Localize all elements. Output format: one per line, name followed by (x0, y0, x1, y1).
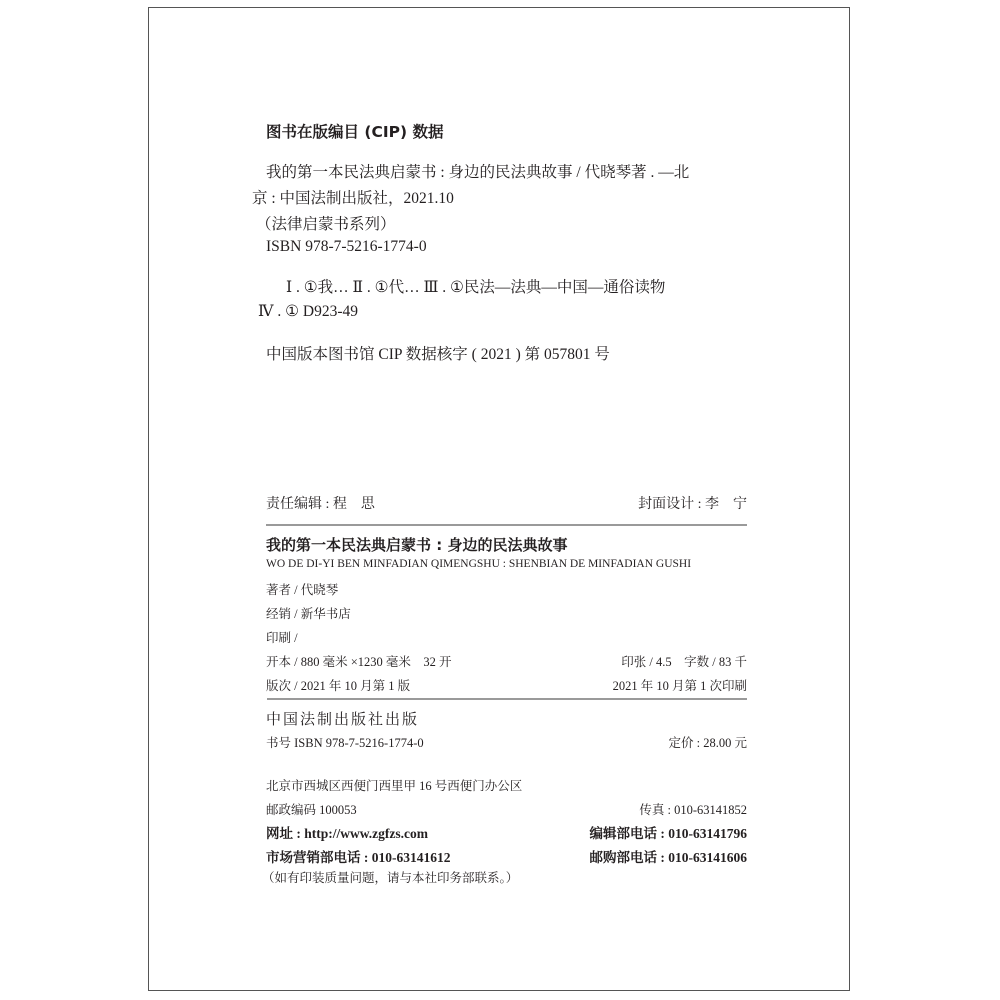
postal-code: 邮政编码 100053 (266, 803, 357, 817)
book-edition: 版次 / 2021 年 10 月第 1 版 (266, 679, 411, 693)
book-printer: 印刷 / (266, 631, 298, 645)
cip-isbn: ISBN 978-7-5216-1774-0 (266, 238, 427, 255)
cip-classification-line-2: Ⅳ . ① D923-49 (258, 303, 358, 320)
cip-bibliographic-line-2: 京 : 中国法制出版社，2021.10 (252, 190, 454, 207)
divider-rule (267, 698, 747, 700)
cover-designer: 封面设计 : 李 宁 (638, 497, 747, 512)
book-printing: 2021 年 10 月第 1 次印刷 (612, 679, 747, 693)
divider-rule (266, 524, 747, 526)
book-author: 著者 / 代晓琴 (266, 583, 339, 597)
quality-notice: （如有印装质量问题，请与本社印务部联系。） (262, 871, 519, 885)
cip-series: （法律启蒙书系列） (256, 216, 396, 233)
book-title-pinyin: WO DE DI-YI BEN MINFADIAN QIMENGSHU : SHENBIAN DE MINFADIAN GUSHI (266, 558, 692, 570)
marketing-phone: 市场营销部电话 : 010-63141612 (266, 850, 451, 865)
book-sheets-and-word-count: 印张 / 4.5 字数 / 83 千 (621, 655, 747, 669)
cip-heading: 图书在版编目 (CIP) 数据 (266, 123, 444, 141)
cip-bibliographic-line-1: 我的第一本民法典启蒙书 : 身边的民法典故事 / 代晓琴著 . —北 (266, 164, 690, 181)
fax-number: 传真 : 010-63141852 (639, 803, 747, 817)
publisher-address: 北京市西城区西便门西里甲 16 号西便门办公区 (266, 779, 523, 793)
cip-record-number: 中国版本图书馆 CIP 数据核字 ( 2021 ) 第 057801 号 (266, 346, 610, 363)
website-link[interactable]: 网址 : http://www.zgfzs.com (266, 826, 428, 841)
book-title-chinese: 我的第一本民法典启蒙书 : 身边的民法典故事 (266, 536, 568, 554)
book-format: 开本 / 880 毫米 ×1230 毫米 32 开 (266, 655, 452, 669)
cip-classification-line-1: Ⅰ . ①我… Ⅱ . ①代… Ⅲ . ①民法—法典—中国—通俗读物 (286, 279, 666, 296)
mail-order-phone: 邮购部电话 : 010-63141606 (589, 850, 747, 865)
publisher-name: 中国法制出版社出版 (266, 712, 420, 728)
responsible-editor: 责任编辑 : 程 思 (266, 497, 375, 512)
publisher-isbn: 书号 ISBN 978-7-5216-1774-0 (266, 736, 424, 750)
book-distributor: 经销 / 新华书店 (266, 607, 351, 621)
book-price: 定价 : 28.00 元 (668, 736, 747, 750)
editorial-phone: 编辑部电话 : 010-63141796 (589, 826, 747, 841)
